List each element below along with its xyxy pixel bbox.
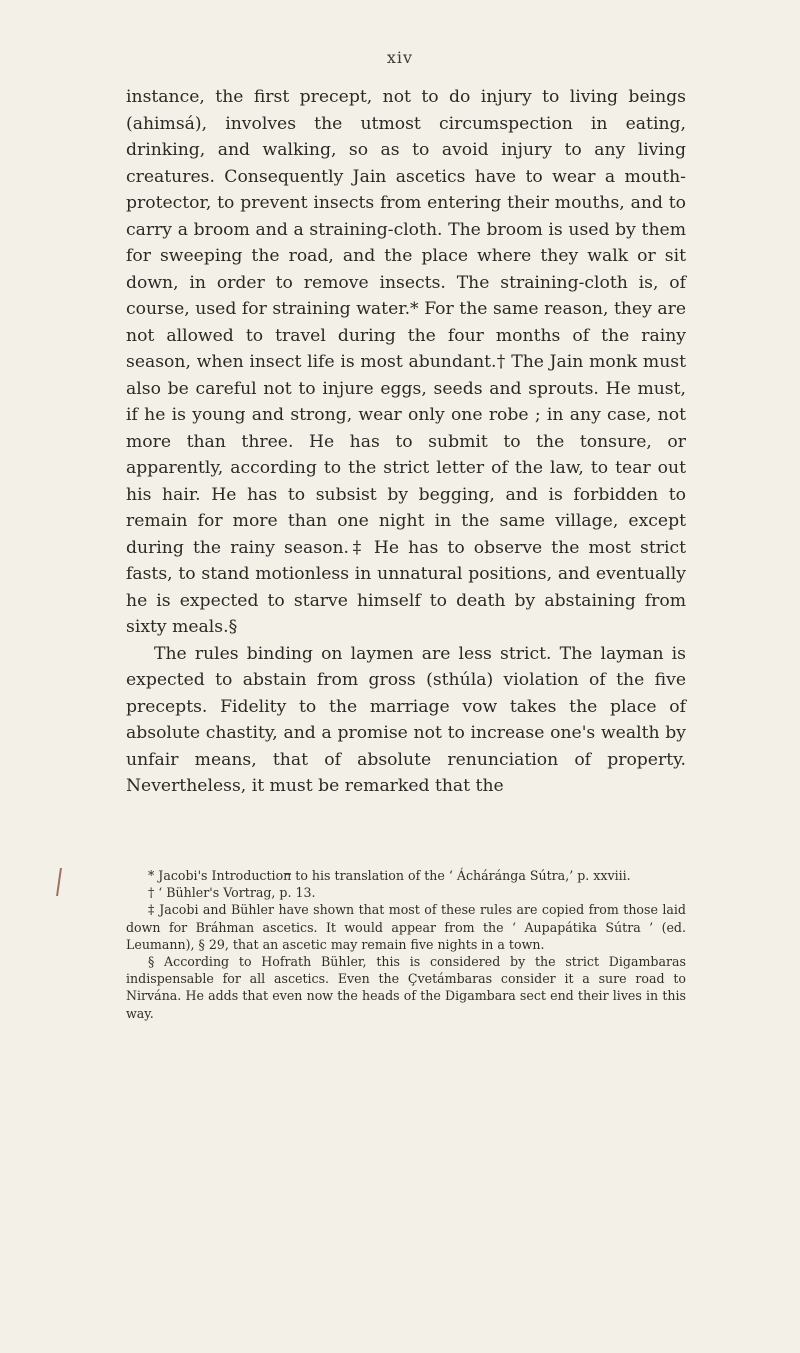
footnote-1: * Jacobi's Introduction to his translation of the ‘ Ácháránga Sútra,’ p. xxviii. [148,868,631,883]
paragraph-1: instance, the first precept, not to do injury to living beings (ahimsá), involves the utmost circumspection in eating, drinking, and walking, so as to avoid injury to any living creatures. Consequently Jain ascetics have to wear a mouth-protector, to prevent insects from entering their mouths, and to carry a broom and a straining-cloth. The broom is used by them for sweeping the road, and the place where they walk or sit down, in order to remove insects. The straining-cloth is, of course, used for straining water.* For the same reason, they are not allowed to travel during the four months of the rainy season, when insect life is most abundant.† The Jain monk must also be careful not to injure eggs, seeds and sprouts. He must, if he is young and strong, wear only one robe ; in any case, not more than three. He has to submit to the tonsure, or apparently, according to the strict letter of the law, to tear out his hair. He has to subsist by begging, and is forbidden to remain for more than one night in the same village, except during the rainy season.‡ He has to observe the most strict fasts, to stand motionless in unnatural positions, and eventually he is expected to starve himself to death by abstaining from sixty meals.§ [126,87,686,637]
paragraph-2: The rules binding on laymen are less strict. The layman is expected to abstain from gross (sthúla) violation of the five precepts. Fidelity to the marriage vow takes the place of absolute chastity, and a promise not to increase one's wealth by unfair means, that of absolute renunciation of property. Nevertheless, it must be remarked that the [126,643,686,796]
main-text [126,84,686,800]
footnotes [126,867,686,1022]
page-number: xiv [386,48,414,67]
footnote-4: § According to Hofrath Bühler, this is considered by the strict Digambaras indispensable for all ascetics. Even the Çvetámbaras consider it a sure road to Nirvána. He adds that even now the heads of the Digambara sect end their lives in this way. [126,954,686,1021]
footnote-3: ‡ Jacobi and Bühler have shown that most of these rules are copied from those laid down for Bráhman ascetics. It would appear from the ‘ Aupapátika Sútra ’ (ed. Leumann), § 29, that an ascetic may remain five nights in a town. [126,902,686,952]
margin-mark [56,868,72,896]
footnote-2: † ‘ Bühler's Vortrag, p. 13. [148,885,316,901]
